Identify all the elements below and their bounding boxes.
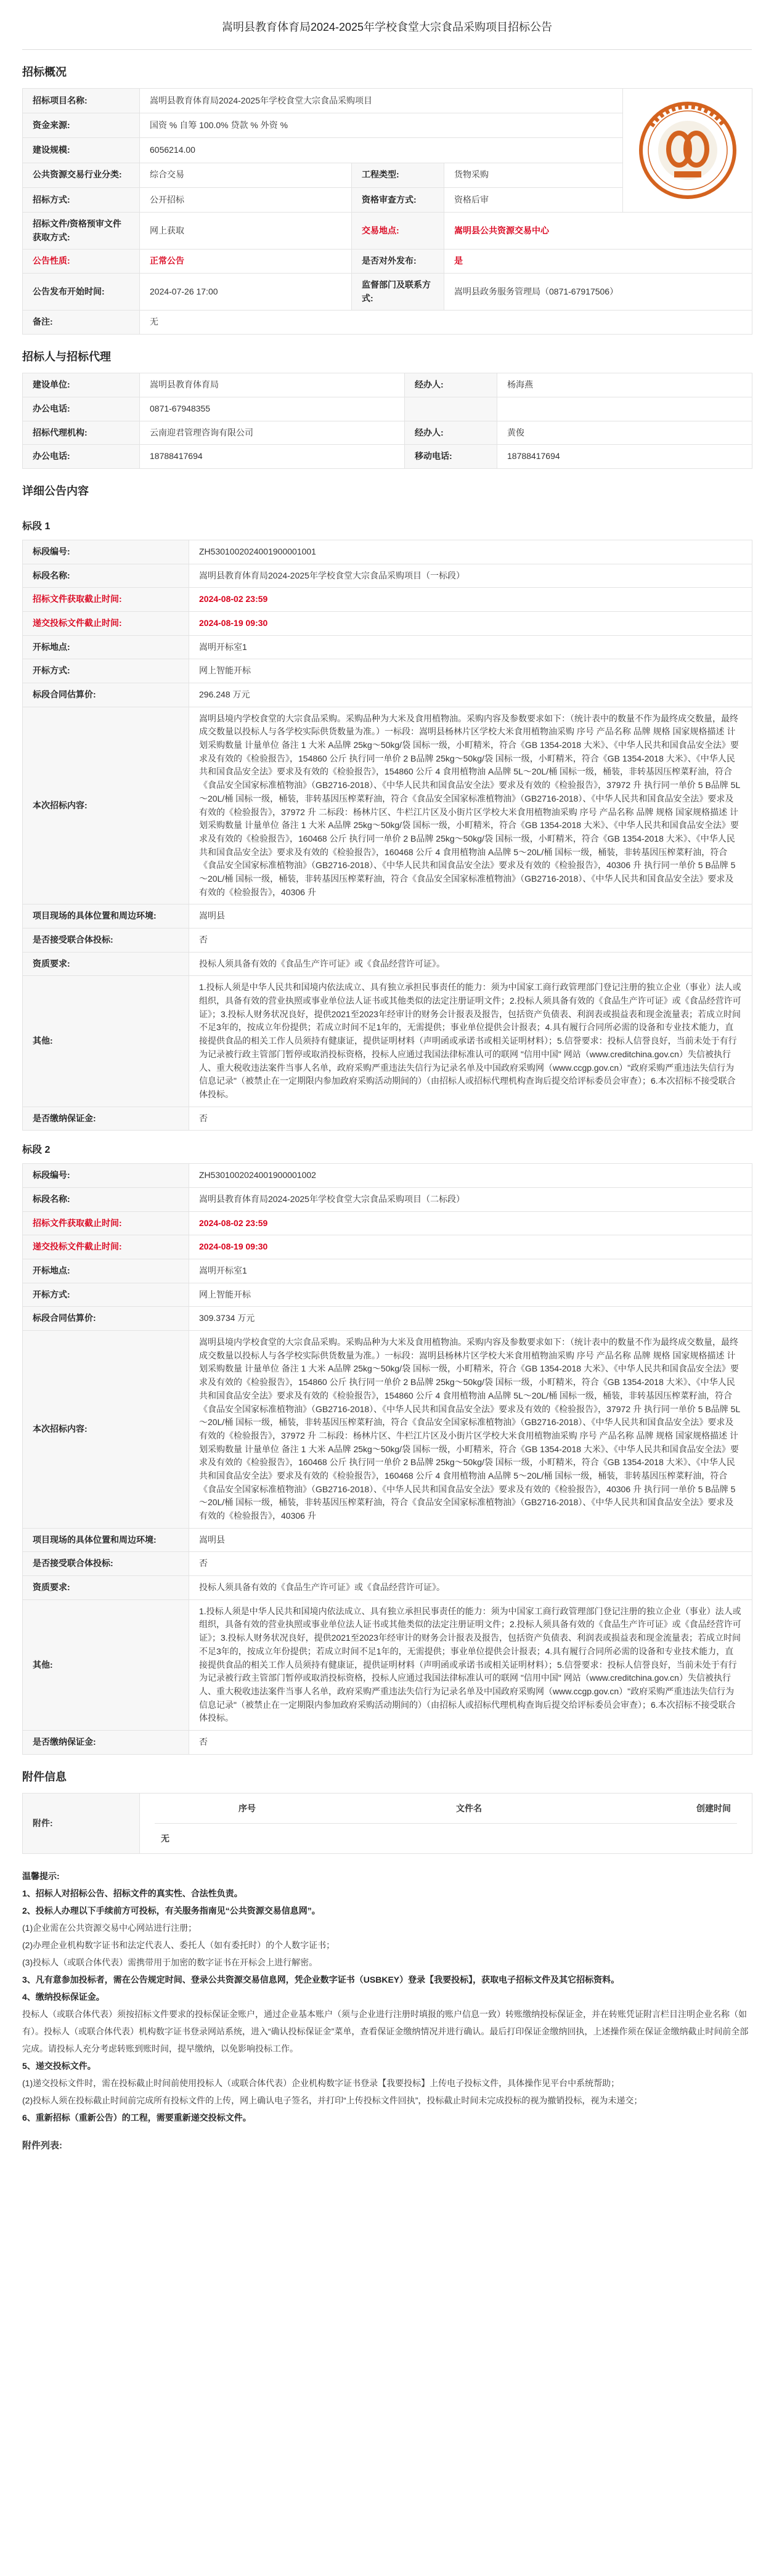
notice-nature-value: 正常公告 <box>140 250 352 274</box>
lot-open-place-value: 嵩明开标室1 <box>189 635 752 659</box>
empty-label <box>405 397 497 421</box>
builder-value: 嵩明县教育体育局 <box>140 373 405 397</box>
project-name-value: 嵩明县教育体育局2024-2025年学校食堂大宗食品采购项目 <box>140 89 623 113</box>
lot-bond-label: 递交投标文件截止时间: <box>23 1235 189 1259</box>
col-filename: 文件名 <box>340 1794 598 1824</box>
lot-location-label: 项目现场的具体位置和周边环境: <box>23 1528 189 1552</box>
notice-nature-label: 公告性质: <box>23 250 140 274</box>
publish-time-value: 2024-07-26 17:00 <box>140 274 352 311</box>
lot-budget-label: 标段合同估算价: <box>23 1307 189 1331</box>
lot-deadline-label: 招标文件获取截止时间: <box>23 1211 189 1235</box>
notice-line: 6、重新招标（重新公告）的工程，需要重新递交投标文件。 <box>22 2112 251 2123</box>
builder-phone-value: 0871-67948355 <box>140 397 405 421</box>
lot-open-place-value: 嵩明开标室1 <box>189 1259 752 1283</box>
lot-open-place-label: 开标地点: <box>23 1259 189 1283</box>
builder-phone-label: 办公电话: <box>23 397 140 421</box>
fund-source-value: 国资 % 自筹 100.0% 贷款 % 外资 % <box>140 113 623 138</box>
lot-deadline-label: 招标文件获取截止时间: <box>23 588 189 612</box>
publish-time-label: 公告发布开始时间: <box>23 274 140 311</box>
notice-line: (1)递交投标文件时，需在投标截止时间前使用投标人（或联合体代表）企业机构数字证书登录【我要投标】上传电子投标文件，具体操作见平台中系统帮助； <box>22 2078 620 2088</box>
tender-method-value: 公开招标 <box>140 187 352 212</box>
lot-consortium-label: 是否接受联合体投标: <box>23 928 189 953</box>
lot-consortium-value: 否 <box>189 1552 752 1576</box>
lot-open-method-label: 开标方式: <box>23 659 189 683</box>
notice-line: 4、缴纳投标保证金。 <box>22 1991 105 2002</box>
lot-other-value: 1.投标人须是中华人民共和国境内依法成立、具有独立承担民事责任的能力：须为中国家工商行政管理部门登记注册的独立企业（事业）法人或组织，具备有效的营业执照或事业单位法人证书或其他类似的法定注册证明文件；2.投标人须具备有效的《食品生产许可证》或《食品经营许可证》；3.投标人财务状况良好，提供2021至2023年经审计的财务会计报表及报告，包括资产负债表、利润表或损益表和现金流量表；若成立时间不足3年的，按成立年份提供；若成立时间不足1年的，无需提供；事业单位提供会计报表；4.具有履行合同所必需的设备和专业技术能力，直接提供食品的相关工作人员须持有健康证，提供证明材料（声明函或承诺书或相关证明材料）；5.信誉要求：投标人信誉良好，当前未处于有行为记录被行政主管部门暂停或取消投标资格，投标人应通过我国法律标准认可的联网 "信用中国" 网站（www.creditchina.gov.cn）失信被执行人、重大税收违法案件当事人名单，政府采购严重违法失信行为记录名单及中国政府采购网（www.ccgp.gov.cn）"政府采购严重违法失信行为信息记录"（被禁止在一定期限内参加政府采购活动期间的）（由招标人或招标代理机构查询后提交给评标委员会审查）；6.本次招标不接受联合体投标。 <box>189 976 752 1107</box>
lot-other-label: 其他: <box>23 1599 189 1730</box>
attachments-inner-table <box>155 1794 737 1853</box>
notice-line: (1)企业需在公共资源交易中心网站进行注册； <box>22 1922 197 1933</box>
remark-label: 备注: <box>23 311 140 335</box>
lot-budget-value: 296.248 万元 <box>189 683 752 707</box>
lot-bond-value: 2024-08-19 09:30 <box>189 611 752 635</box>
official-seal <box>626 89 749 212</box>
lot-qualification-label: 资质要求: <box>23 1576 189 1600</box>
lot-other-value: 1.投标人须是中华人民共和国境内依法成立、具有独立承担民事责任的能力：须为中国家工商行政管理部门登记注册的独立企业（事业）法人或组织，具备有效的营业执照或事业单位法人证书或其他类似的法定注册证明文件；2.投标人须具备有效的《食品生产许可证》或《食品经营许可证》；3.投标人财务状况良好，提供2021至2023年经审计的财务会计报表及报告，包括资产负债表、利润表或损益表和现金流量表；若成立时间不足3年的，按成立年份提供；若成立时间不足1年的，无需提供；事业单位提供会计报表；4.具有履行合同所必需的设备和专业技术能力，直接提供食品的相关工作人员须持有健康证，提供证明材料（声明函或承诺书或相关证明材料）；5.信誉要求：投标人信誉良好，当前未处于有行为记录被行政主管部门暂停或取消投标资格，投标人应通过我国法律标准认可的联网 "信用中国" 网站（www.creditchina.gov.cn）失信被执行人、重大税收违法案件当事人名单，政府采购严重违法失信行为记录名单及中国政府采购网（www.ccgp.gov.cn）"政府采购严重违法失信行为信息记录"（被禁止在一定期限内参加政府采购活动期间的）（由招标人或招标代理机构查询后提交给评标委员会审查）；6.本次招标不接受联合体投标。 <box>189 1599 752 1730</box>
detail-section-title: 详细公告内容 <box>22 484 89 497</box>
lot-content-label: 本次招标内容: <box>23 707 189 904</box>
lot-content-label: 本次招标内容: <box>23 1331 189 1529</box>
notice-block <box>22 1854 752 2126</box>
lot-open-method-value: 网上智能开标 <box>189 1283 752 1307</box>
lot-qualification-value: 投标人须具备有效的《食品生产许可证》或《食品经营许可证》。 <box>189 952 752 976</box>
lot-name-label: 标段名称: <box>23 564 189 588</box>
attachment-list-label: 附件列表: <box>22 2140 62 2151</box>
col-index: 序号 <box>155 1794 340 1824</box>
lot-deadline-value: 2024-08-02 23:59 <box>189 588 752 612</box>
notice-title: 温馨提示: <box>22 1871 60 1881</box>
attachments-table <box>22 1793 752 1854</box>
attachments-section-title: 附件信息 <box>22 1770 67 1783</box>
obtain-method-value: 网上获取 <box>140 213 352 250</box>
notice-line: 5、递交投标文件。 <box>22 2060 96 2071</box>
lot-deposit-label: 是否缴纳保证金: <box>23 1730 189 1754</box>
notice-line: (2)办理企业机构数字证书和法定代表人、委托人（如有委托时）的个人数字证书； <box>22 1940 335 1950</box>
lot-code-value: ZH5301002024001900001002 <box>189 1164 752 1188</box>
fund-source-label: 资金来源: <box>23 113 140 138</box>
publish-value: 是 <box>444 250 752 274</box>
project-name-label: 招标项目名称: <box>23 89 140 113</box>
lot-name-value: 嵩明县教育体育局2024-2025年学校食堂大宗食品采购项目（二标段） <box>189 1187 752 1211</box>
agency-mobile-label: 移动电话: <box>405 445 497 469</box>
scale-label: 建设规模: <box>23 138 140 163</box>
lot-open-method-value: 网上智能开标 <box>189 659 752 683</box>
lot-deposit-value: 否 <box>189 1730 752 1754</box>
lot-bond-label: 递交投标文件截止时间: <box>23 611 189 635</box>
lot-deposit-value: 否 <box>189 1107 752 1131</box>
supervisor-value: 嵩明县政务服务管理局（0871-67917506） <box>444 274 752 311</box>
lot-code-label: 标段编号: <box>23 540 189 564</box>
lot-location-value: 嵩明县 <box>189 904 752 928</box>
agency-contact-value: 黄俊 <box>497 421 752 445</box>
notice-line: (3)投标人（或联合体代表）需携带用于加密的数字证书在开标会上进行解密。 <box>22 1957 318 1967</box>
lot-budget-value: 309.3734 万元 <box>189 1307 752 1331</box>
lot-1-title: 标段 1 <box>22 521 51 532</box>
tender-method-label: 招标方式: <box>23 187 140 212</box>
builder-contact-value: 杨海燕 <box>497 373 752 397</box>
lot-deposit-label: 是否缴纳保证金: <box>23 1107 189 1131</box>
lot-1-table <box>22 540 752 1131</box>
lot-location-value: 嵩明县 <box>189 1528 752 1552</box>
agency-phone-value: 18788417694 <box>140 445 405 469</box>
attachments-label: 附件: <box>23 1793 140 1853</box>
empty-value <box>497 397 752 421</box>
agents-table <box>22 373 752 469</box>
col-created: 创建时间 <box>598 1794 737 1824</box>
lot-consortium-label: 是否接受联合体投标: <box>23 1552 189 1576</box>
lot-other-label: 其他: <box>23 976 189 1107</box>
agents-section-title: 招标人与招标代理 <box>22 351 111 364</box>
notice-line: 2、投标人办理以下手续前方可投标，有关服务指南见“公共资源交易信息网”。 <box>22 1905 320 1916</box>
lot-2-title: 标段 2 <box>22 1145 51 1156</box>
lot-bond-value: 2024-08-19 09:30 <box>189 1235 752 1259</box>
notice-line: 投标人（或联合体代表）须按招标文件要求的投标保证金账户，通过企业基本账户（须与企业进行注册时填报的账户信息一致）转账缴纳投标保证金，并在转账凭证附言栏目注明企业名称（如有）。投标人（或联合体代表）机构数字证书登录网站系统，进入“确认投标保证金”菜单，查看保证金缴纳情况并进行确认。最后打印保证金缴纳回执，上述操作须在保证金缴纳截止时间前全部完成。请投标人充分考虑转账到账时间，提早缴纳，以免影响投标工作。 <box>22 2009 749 2054</box>
lot-budget-label: 标段合同估算价: <box>23 683 189 707</box>
agency-phone-label: 办公电话: <box>23 445 140 469</box>
builder-label: 建设单位: <box>23 373 140 397</box>
lot-qualification-value: 投标人须具备有效的《食品生产许可证》或《食品经营许可证》。 <box>189 1576 752 1600</box>
lot-content-value: 嵩明县境内学校食堂的大宗食品采购。采购品种为大米及食用植物油。采购内容及参数要求如下：（统计表中的数量不作为最终成交数量，最终成交数量以投标人与各学校实际供货数量为准。）一标段：嵩明县杨林片区学校大米食用植物油采购 序号 产品名称 品牌 规格 国家规格描述 计划采购数量 计量单位 备注 1 大米 A品牌 25kg～50kg/袋 国标一级，小町精米，符合《GB 1354-2018 大米》、《中华人民共和国食品安全法》要求及有效的《检验报告》，154860 公斤 执行同一单价 2 B品牌 25kg～50kg/袋 国标一级，小町精米，符合《GB 1354-2018 大米》、《中华人民共和国食品安全法》要求及有效的《检验报告》，154860 公斤 4 食用植物油 A品牌 5L～20L/桶 国标一级，桶装，非转基因压榨菜籽油，符合《食品安全国家标准植物油》（GB2716-2018）、《中华人民共和国食品安全法》要求及有效的《检验报告》，37972 升 执行同一单价 5 B品牌 5L～20L/桶 国标一级，桶装，非转基因压榨菜籽油，符合《食品安全国家标准植物油》（GB2716-2018）、《中华人民共和国食品安全法》要求及有效的《检验报告》，37972 升 二标段：杨林片区、牛栏江片区及小街片区学校大米食用植物油采购 序号 产品名称 品牌 规格 国家规格描述 计划采购数量 计量单位 备注 1 大米 A品牌 25kg～50kg/袋 国标一级，小町精米，符合《GB 1354-2018 大米》、《中华人民共和国食品安全法》要求及有效的《检验报告》，160468 公斤 执行同一单价 2 B品牌 25kg～50kg/袋 国标一级，小町精米，符合《GB 1354-2018 大米》、《中华人民共和国食品安全法》要求及有效的《检验报告》，160468 公斤 4 食用植物油 A品牌 5～20L/桶 国标一级，桶装，非转基因压榨菜籽油，符合《食品安全国家标准植物油》（GB2716-2018）、《中华人民共和国食品安全法》要求及有效的《检验报告》，40306 升 执行同一单价 5 B品牌 5～20L/桶 国标一级，桶装，非转基因压榨菜籽油，符合《食品安全国家标准植物油》（GB2716-2018）、《中华人民共和国食品安全法》要求及有效的《检验报告》，40306 升 <box>189 707 752 904</box>
publish-label: 是否对外发布: <box>352 250 444 274</box>
builder-contact-label: 经办人: <box>405 373 497 397</box>
supervisor-label: 监督部门及联系方式: <box>352 274 444 311</box>
review-method-label: 资格审查方式: <box>352 187 444 212</box>
seal-icon <box>626 89 749 212</box>
remark-value: 无 <box>140 311 752 335</box>
agency-value: 云南迎君管理咨询有限公司 <box>140 421 405 445</box>
project-type-label: 工程类型: <box>352 163 444 187</box>
lot-name-value: 嵩明县教育体育局2024-2025年学校食堂大宗食品采购项目（一标段） <box>189 564 752 588</box>
lot-consortium-value: 否 <box>189 928 752 953</box>
page-title: 嵩明县教育体育局2024-2025年学校食堂大宗食品采购项目招标公告 <box>22 0 752 50</box>
trade-place-label: 交易地点: <box>352 213 444 250</box>
lot-content-value: 嵩明县境内学校食堂的大宗食品采购。采购品种为大米及食用植物油。采购内容及参数要求如下：（统计表中的数量不作为最终成交数量，最终成交数量以投标人与各学校实际供货数量为准。）一标段：嵩明县杨林片区学校大米食用植物油采购 序号 产品名称 品牌 规格 国家规格描述 计划采购数量 计量单位 备注 1 大米 A品牌 25kg～50kg/袋 国标一级，小町精米，符合《GB 1354-2018 大米》、《中华人民共和国食品安全法》要求及有效的《检验报告》，154860 公斤 执行同一单价 2 B品牌 25kg～50kg/袋 国标一级，小町精米，符合《GB 1354-2018 大米》、《中华人民共和国食品安全法》要求及有效的《检验报告》，154860 公斤 4 食用植物油 A品牌 5L～20L/桶 国标一级，桶装，非转基因压榨菜籽油，符合《食品安全国家标准植物油》（GB2716-2018）、《中华人民共和国食品安全法》要求及有效的《检验报告》，37972 升 执行同一单价 5 B品牌 5L～20L/桶 国标一级，桶装，非转基因压榨菜籽油，符合《食品安全国家标准植物油》（GB2716-2018）、《中华人民共和国食品安全法》要求及有效的《检验报告》，37972 升 二标段：杨林片区、牛栏江片区及小街片区学校大米食用植物油采购 序号 产品名称 品牌 规格 国家规格描述 计划采购数量 计量单位 备注 1 大米 A品牌 25kg～50kg/袋 国标一级，小町精米，符合《GB 1354-2018 大米》、《中华人民共和国食品安全法》要求及有效的《检验报告》，160468 公斤 执行同一单价 2 B品牌 25kg～50kg/袋 国标一级，小町精米，符合《GB 1354-2018 大米》、《中华人民共和国食品安全法》要求及有效的《检验报告》，160468 公斤 4 食用植物油 A品牌 5～20L/桶 国标一级，桶装，非转基因压榨菜籽油，符合《食品安全国家标准植物油》（GB2716-2018）、《中华人民共和国食品安全法》要求及有效的《检验报告》，40306 升 执行同一单价 5 B品牌 5～20L/桶 国标一级，桶装，非转基因压榨菜籽油，符合《食品安全国家标准植物油》（GB2716-2018）、《中华人民共和国食品安全法》要求及有效的《检验报告》，40306 升 <box>189 1331 752 1529</box>
lot-qualification-label: 资质要求: <box>23 952 189 976</box>
review-method-value: 资格后审 <box>444 187 623 212</box>
industry-label: 公共资源交易行业分类: <box>23 163 140 187</box>
lot-deadline-value: 2024-08-02 23:59 <box>189 1211 752 1235</box>
overview-section-title: 招标概况 <box>22 66 67 78</box>
lot-code-value: ZH5301002024001900001001 <box>189 540 752 564</box>
obtain-method-label: 招标文件/资格预审文件获取方式: <box>23 213 140 250</box>
agency-contact-label: 经办人: <box>405 421 497 445</box>
notice-line: (2)投标人须在投标截止时间前完成所有投标文件的上传，网上确认电子签名，并打印“上传投标文件回执”，投标截止时间未完成投标的视为撤销投标，视为未递交； <box>22 2095 643 2105</box>
notice-line: 1、招标人对招标公告、招标文件的真实性、合法性负责。 <box>22 1888 243 1898</box>
notice-line: 3、凡有意参加投标者，需在公告规定时间、登录公共资源交易信息网，凭企业数字证书（USBKEY）登录【我要投标】，获取电子招标文件及其它招标资料。 <box>22 1974 620 1985</box>
attachments-empty: 无 <box>161 1833 169 1843</box>
lot-open-place-label: 开标地点: <box>23 635 189 659</box>
notice-lines <box>22 1885 752 2126</box>
trade-place-value: 嵩明县公共资源交易中心 <box>444 213 752 250</box>
agency-mobile-value: 18788417694 <box>497 445 752 469</box>
project-type-value: 货物采购 <box>444 163 623 187</box>
industry-value: 综合交易 <box>140 163 352 187</box>
lot-open-method-label: 开标方式: <box>23 1283 189 1307</box>
seal-cell <box>623 89 752 213</box>
scale-value: 6056214.00 <box>140 138 623 163</box>
agency-label: 招标代理机构: <box>23 421 140 445</box>
overview-table <box>22 88 752 335</box>
lot-name-label: 标段名称: <box>23 1187 189 1211</box>
lot-code-label: 标段编号: <box>23 1164 189 1188</box>
lot-2-table <box>22 1163 752 1754</box>
lot-location-label: 项目现场的具体位置和周边环境: <box>23 904 189 928</box>
